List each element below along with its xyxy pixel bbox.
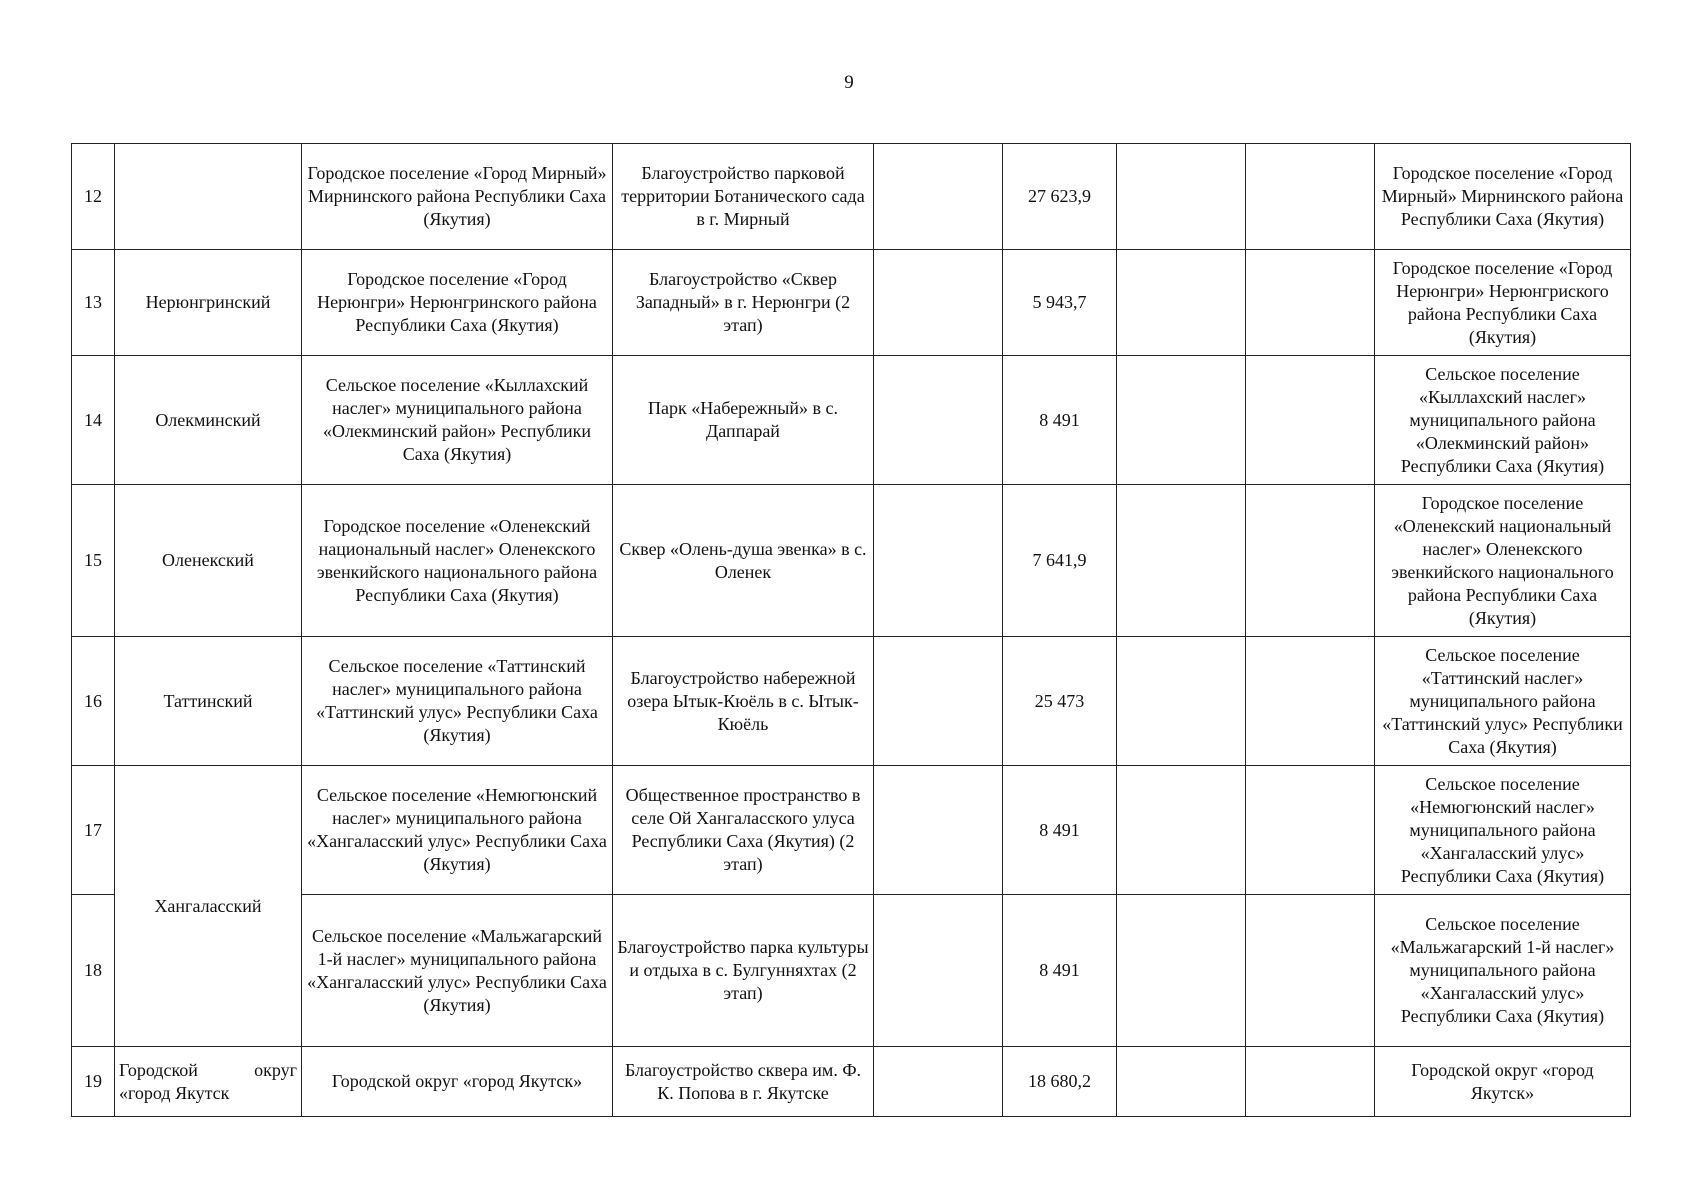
projects-table — [71, 143, 1631, 1117]
empty-cell — [874, 895, 1003, 1047]
row-number: 19 — [72, 1047, 115, 1117]
table-row — [72, 1047, 1631, 1117]
empty-cell — [874, 485, 1003, 637]
empty-cell — [1117, 485, 1246, 637]
recipient-cell: Сельское поселение «Немюгюнский наслег» муниципального района «Хангаласский улус» Республики Саха (Якутия) — [1375, 766, 1631, 895]
empty-cell — [1246, 485, 1375, 637]
empty-cell — [1246, 766, 1375, 895]
table-row — [72, 144, 1631, 250]
table-row — [72, 766, 1631, 895]
empty-cell — [874, 637, 1003, 766]
recipient-cell: Сельское поселение «Мальжагарский 1-й наслег» муниципального района «Хангаласский улус» Республики Саха (Якутия) — [1375, 895, 1631, 1047]
row-number: 12 — [72, 144, 115, 250]
district-cell: Хангаласский — [115, 766, 302, 1047]
settlement-cell: Сельское поселение «Таттинский наслег» муниципального района «Таттинский улус» Республики Саха (Якутия) — [302, 637, 613, 766]
empty-cell — [1117, 766, 1246, 895]
empty-cell — [874, 766, 1003, 895]
row-number: 13 — [72, 250, 115, 356]
empty-cell — [1117, 637, 1246, 766]
amount-cell: 8 491 — [1003, 356, 1117, 485]
settlement-cell: Сельское поселение «Мальжагарский 1-й наслег» муниципального района «Хангаласский улус» Республики Саха (Якутия) — [302, 895, 613, 1047]
settlement-cell: Сельское поселение «Немюгюнский наслег» муниципального района «Хангаласский улус» Республики Саха (Якутия) — [302, 766, 613, 895]
recipient-cell: Сельское поселение «Таттинский наслег» муниципального района «Таттинский улус» Республики Саха (Якутия) — [1375, 637, 1631, 766]
settlement-cell: Городское поселение «Город Нерюнгри» Нерюнгринского района Республики Саха (Якутия) — [302, 250, 613, 356]
table-row — [72, 356, 1631, 485]
district-cell — [115, 144, 302, 250]
empty-cell — [874, 144, 1003, 250]
empty-cell — [874, 1047, 1003, 1117]
district-cell — [115, 1047, 302, 1117]
empty-cell — [1246, 144, 1375, 250]
empty-cell — [1117, 356, 1246, 485]
row-number: 16 — [72, 637, 115, 766]
recipient-cell: Городское поселение «Оленекский национальный наслег» Оленекского эвенкийского национального района Республики Саха (Якутия) — [1375, 485, 1631, 637]
district-line: Городской округ — [119, 1059, 297, 1080]
recipient-cell: Городское поселение «Город Мирный» Мирнинского района Республики Саха (Якутия) — [1375, 144, 1631, 250]
row-number: 18 — [72, 895, 115, 1047]
empty-cell — [1246, 895, 1375, 1047]
empty-cell — [1117, 895, 1246, 1047]
table-row — [72, 250, 1631, 356]
amount-cell: 5 943,7 — [1003, 250, 1117, 356]
amount-cell: 8 491 — [1003, 895, 1117, 1047]
amount-cell: 25 473 — [1003, 637, 1117, 766]
empty-cell — [1117, 144, 1246, 250]
table-row — [72, 895, 1631, 1047]
recipient-cell: Сельское поселение «Кыллахский наслег» муниципального района «Олекминский район» Республики Саха (Якутия) — [1375, 356, 1631, 485]
district-line: «город Якутск — [119, 1082, 230, 1103]
empty-cell — [1117, 1047, 1246, 1117]
district-cell: Нерюнгринский — [115, 250, 302, 356]
empty-cell — [1246, 356, 1375, 485]
recipient-cell: Городское поселение «Город Нерюнгри» Нерюнгриского района Республики Саха (Якутия) — [1375, 250, 1631, 356]
table-row — [72, 637, 1631, 766]
row-number: 17 — [72, 766, 115, 895]
settlement-cell: Городское поселение «Город Мирный» Мирнинского района Республики Саха (Якутия) — [302, 144, 613, 250]
page-number: 9 — [844, 72, 854, 93]
project-cell: Сквер «Олень-душа эвенка» в с. Оленек — [613, 485, 874, 637]
project-cell: Благоустройство парка культуры и отдыха в с. Булгунняхтах (2 этап) — [613, 895, 874, 1047]
amount-cell: 18 680,2 — [1003, 1047, 1117, 1117]
amount-cell: 27 623,9 — [1003, 144, 1117, 250]
recipient-cell: Городской округ «город Якутск» — [1375, 1047, 1631, 1117]
settlement-cell: Сельское поселение «Кыллахский наслег» муниципального района «Олекминский район» Республики Саха (Якутия) — [302, 356, 613, 485]
settlement-cell: Городское поселение «Оленекский национальный наслег» Оленекского эвенкийского национального района Республики Саха (Якутия) — [302, 485, 613, 637]
empty-cell — [1246, 250, 1375, 356]
row-number: 15 — [72, 485, 115, 637]
amount-cell: 7 641,9 — [1003, 485, 1117, 637]
amount-cell: 8 491 — [1003, 766, 1117, 895]
project-cell: Благоустройство парковой территории Ботанического сада в г. Мирный — [613, 144, 874, 250]
project-cell: Общественное пространство в селе Ой Хангаласского улуса Республики Саха (Якутия) (2 этап) — [613, 766, 874, 895]
district-cell: Оленекский — [115, 485, 302, 637]
project-cell: Благоустройство набережной озера Ытык-Кюёль в с. Ытык-Кюёль — [613, 637, 874, 766]
table-row — [72, 485, 1631, 637]
settlement-cell: Городской округ «город Якутск» — [302, 1047, 613, 1117]
empty-cell — [874, 250, 1003, 356]
project-cell: Благоустройство сквера им. Ф. К. Попова в г. Якутске — [613, 1047, 874, 1117]
district-cell: Таттинский — [115, 637, 302, 766]
empty-cell — [1117, 250, 1246, 356]
empty-cell — [1246, 637, 1375, 766]
district-cell: Олекминский — [115, 356, 302, 485]
row-number: 14 — [72, 356, 115, 485]
empty-cell — [874, 356, 1003, 485]
project-cell: Благоустройство «Сквер Западный» в г. Нерюнгри (2 этап) — [613, 250, 874, 356]
empty-cell — [1246, 1047, 1375, 1117]
project-cell: Парк «Набережный» в с. Даппарай — [613, 356, 874, 485]
